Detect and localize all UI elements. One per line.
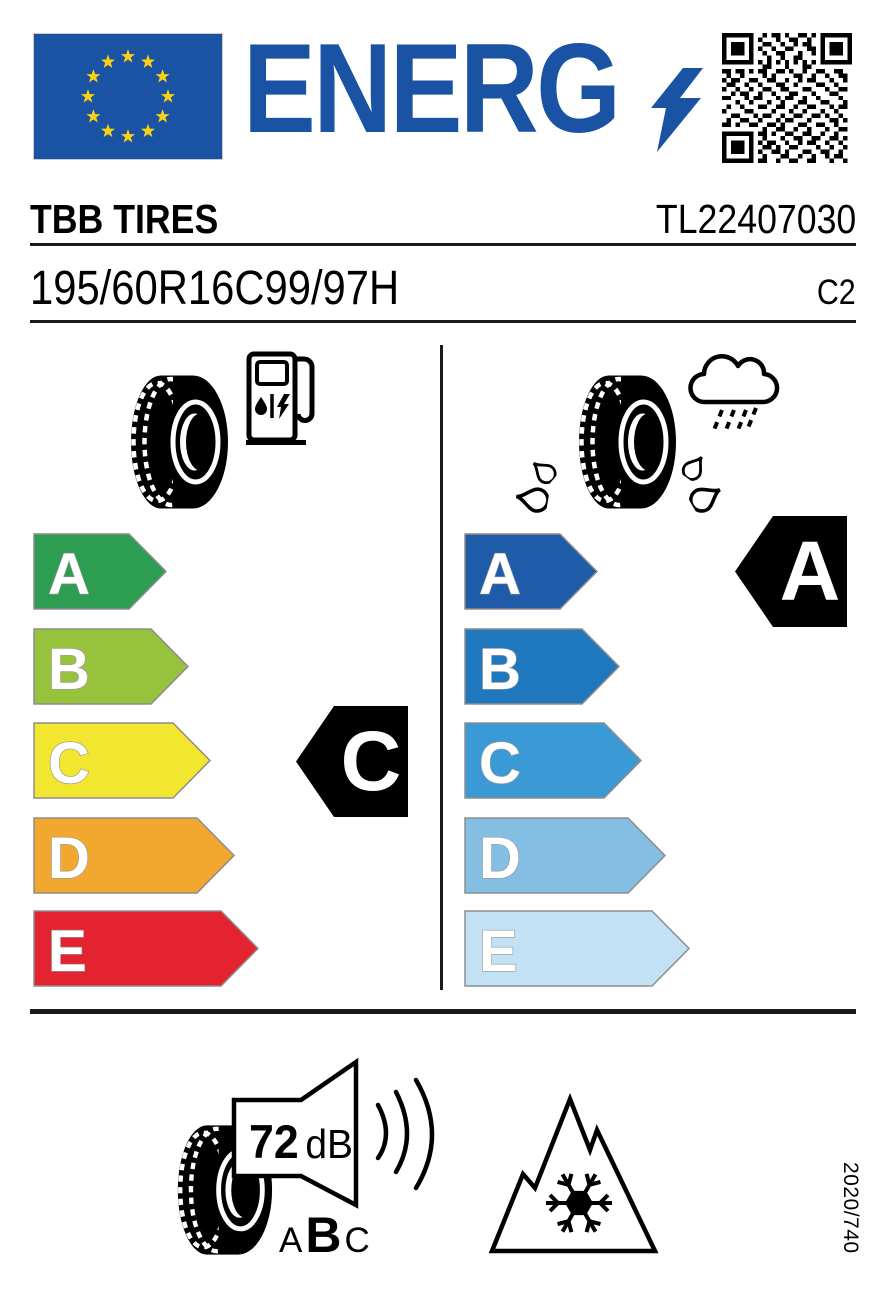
class-letter: E — [48, 919, 87, 984]
noise-value-group — [249, 1114, 353, 1169]
wet-class-arrow-e — [464, 910, 690, 987]
rolling-class-arrow-d — [33, 817, 235, 894]
splash-icon — [678, 452, 734, 518]
rolling-class-arrow-b — [33, 628, 189, 705]
rain-cloud-icon — [680, 344, 780, 436]
divider-rule-middle — [30, 320, 856, 323]
wet-class-arrow-d — [464, 817, 666, 894]
rolling-class-arrow-c — [33, 722, 211, 799]
fuel-pump-icon — [246, 346, 318, 446]
class-letter: D — [48, 826, 90, 891]
wet-grip-rating: A — [779, 524, 841, 618]
rolling-resistance-rating: C — [340, 714, 402, 808]
column-divider — [440, 345, 443, 990]
eu-flag-icon — [33, 33, 223, 160]
class-letter: B — [48, 637, 90, 702]
lightning-bolt-icon — [647, 68, 705, 152]
noise-value: 72 — [249, 1115, 299, 1168]
class-letter: B — [479, 637, 521, 702]
class-letter: C — [479, 731, 521, 796]
rolling-resistance-rating-badge — [296, 705, 409, 818]
tire-size-designation: 195/60R16C99/97H — [30, 262, 400, 315]
regulation-number: 2020/740 — [839, 1162, 862, 1254]
divider-rule-bottom — [30, 1009, 856, 1014]
noise-class-c: C — [344, 1221, 370, 1260]
sound-waves-icon — [370, 1070, 448, 1200]
tire-class: C2 — [817, 273, 856, 312]
qr-code-icon — [722, 33, 852, 163]
wet-class-arrow-b — [464, 628, 620, 705]
class-letter: A — [48, 542, 90, 607]
wet-class-arrow-a — [464, 533, 598, 610]
noise-class-b: B — [305, 1207, 342, 1263]
noise-class-letters — [279, 1206, 370, 1264]
snowflake-mountain-icon — [487, 1093, 659, 1257]
wet-class-arrow-c — [464, 722, 642, 799]
rolling-class-arrow-e — [33, 910, 259, 987]
tire-icon — [125, 372, 230, 512]
wet-grip-rating-badge — [735, 515, 848, 628]
noise-unit: dB — [305, 1121, 353, 1167]
class-letter: E — [479, 919, 518, 984]
class-letter: D — [479, 826, 521, 891]
noise-class-a: A — [279, 1221, 303, 1260]
supplier-name: TBB TIRES — [30, 196, 219, 242]
splash-icon — [516, 452, 580, 518]
class-letter: A — [479, 542, 521, 607]
divider-rule-top — [30, 243, 856, 246]
rolling-class-arrow-a — [33, 533, 167, 610]
type-identifier: TL22407030 — [655, 196, 856, 242]
tire-icon — [573, 372, 678, 512]
class-letter: C — [48, 731, 90, 796]
energ-logo-text: ENERG — [243, 17, 619, 159]
